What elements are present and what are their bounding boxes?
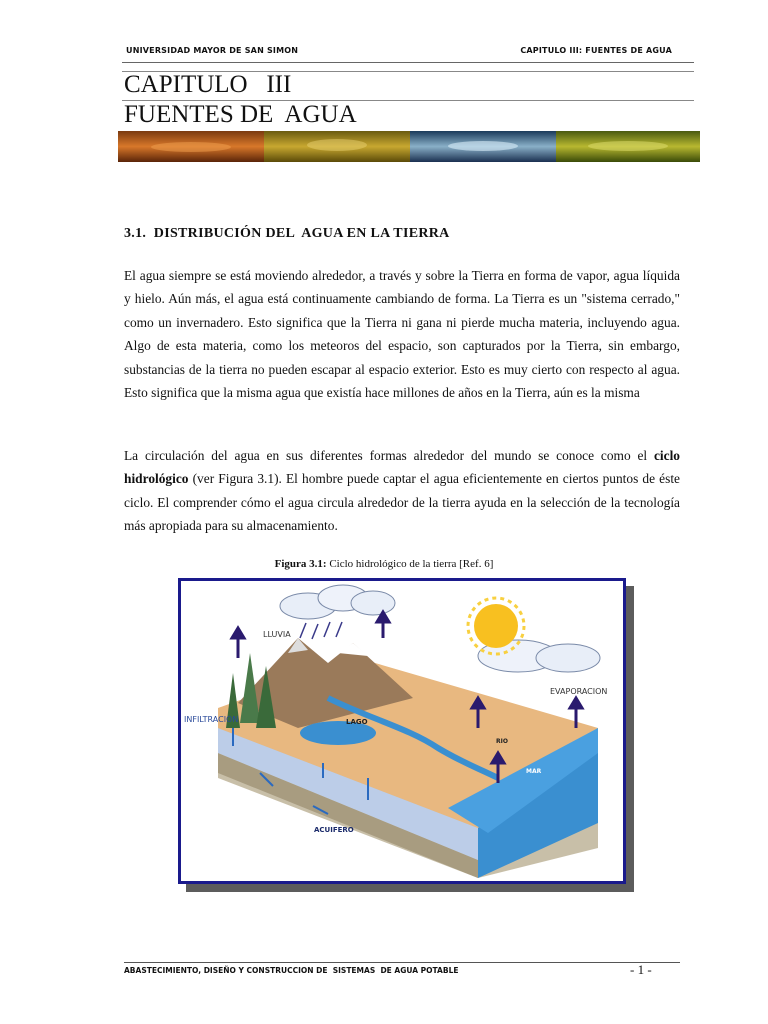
paragraph-2-text-a: La circulación del agua en sus diferentes formas alrededor del mundo se conoce como el — [124, 448, 654, 463]
figure-caption-text: Ciclo hidrológico de la tierra [Ref. 6] — [326, 558, 494, 570]
page-header — [124, 46, 692, 60]
label-acuifero: ACUIFERO — [314, 826, 354, 834]
label-lago: LAGO — [346, 718, 368, 726]
paragraph-2-bold: ciclo hidrológico — [124, 448, 680, 487]
paragraph-2-text-b: (ver Figura 3.1). El hombre puede captar el agua eficientemente en ciertos puntos de éste ciclo. El comprender cómo el agua circula alrededor de la tierra ayuda en la selección de la tecnología más apropiada para su almacenamiento. — [124, 471, 680, 534]
label-infiltracion: INFILTRACION — [184, 715, 239, 724]
chapter-number: CAPITULO III — [124, 71, 292, 98]
label-lluvia: LLUVIA — [263, 630, 291, 639]
chapter-title: FUENTES DE AGUA — [124, 101, 357, 128]
footer-title: ABASTECIMIENTO, DISEÑO Y CONSTRUCCION DE SISTEMAS DE AGUA POTABLE — [124, 966, 459, 975]
hydrologic-cycle-figure — [178, 578, 626, 884]
page-number: - 1 - — [630, 962, 652, 977]
figure-caption-label: Figura 3.1: — [274, 558, 327, 570]
label-rio: RIO — [496, 738, 508, 745]
footer-rule — [124, 962, 680, 963]
paragraph-1: El agua siempre se está moviendo alrededor, a través y sobre la Tierra en forma de vapor, agua líquida y hielo. Aún más, el agua está continuamente cambiando de forma. La Tierra es un "sistema cerrado," como un invernadero. Esto significa que la Tierra ni gana ni pierde mucha materia, incluyendo agua. Algo de esta materia, como los meteoros del espacio, son capturados por la Tierra, sin embargo, substancias de la tierra no pueden escapar al espacio exterior. Esto es muy cierto con respecto al agua. Esto significa que la misma agua que existía hace millones de años en la Tierra, aún es la misma — [124, 268, 680, 401]
figure-caption — [0, 558, 768, 570]
section-heading: 3.1. DISTRIBUCIÓN DEL AGUA EN LA TIERRA — [124, 226, 450, 241]
header-rule — [122, 62, 694, 63]
paragraph-2 — [124, 444, 680, 538]
label-evaporacion: EVAPORACION — [550, 687, 608, 696]
header-chapter: CAPITULO III: FUENTES DE AGUA — [520, 46, 672, 55]
water-banner-image — [118, 131, 700, 162]
header-university: UNIVERSIDAD MAYOR DE SAN SIMON — [126, 46, 299, 55]
label-mar: MAR — [526, 768, 542, 775]
